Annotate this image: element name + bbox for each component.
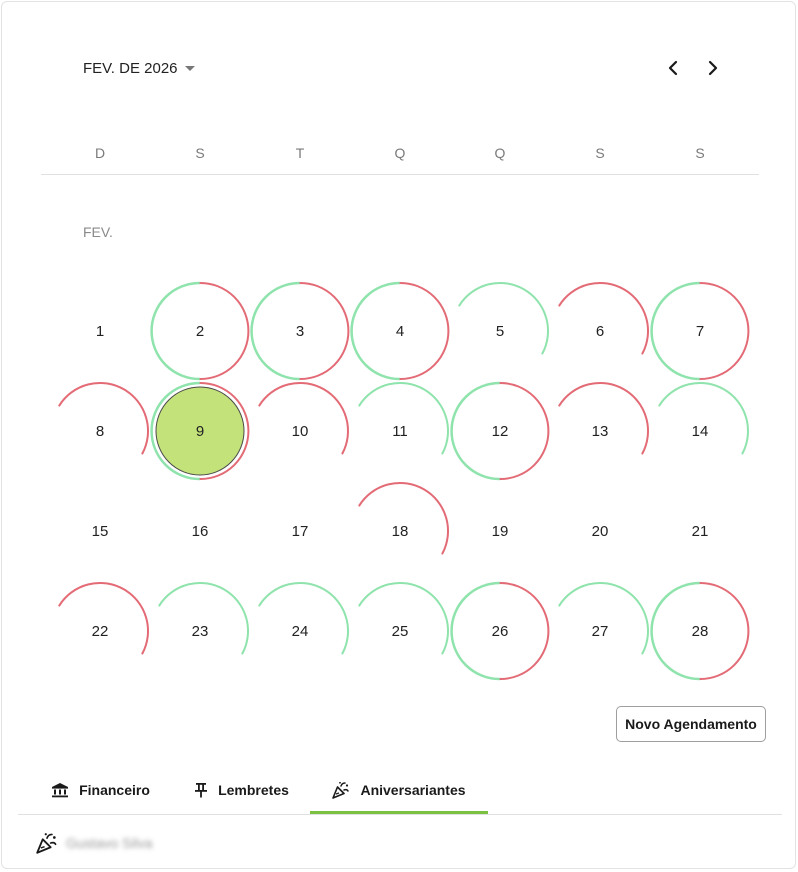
day-number: 2 [195,323,205,340]
weekday-label: S [695,145,705,161]
day-number: 15 [91,523,109,540]
day-number: 19 [491,523,509,540]
status-ring-red [559,383,648,454]
weekday-label: S [595,145,605,161]
status-ring-red [359,483,448,554]
tab-aniversariantes[interactable] [310,766,488,813]
active-tab-indicator [310,811,488,814]
birthday-person-name: Gustavo Silva [66,835,153,851]
day-number: 10 [291,423,309,440]
status-ring-red [59,383,148,454]
weekday-label: Q [394,145,406,161]
day-number: 22 [91,623,109,640]
party-popper-icon [332,781,350,799]
weekday-label: T [295,145,305,161]
day-number: 21 [691,523,709,540]
day-number: 25 [391,623,409,640]
tab-label: Aniversariantes [360,781,466,798]
new-appointment-button[interactable]: Novo Agendamento [616,706,766,742]
status-ring-red [259,383,348,454]
pin-icon [194,782,208,798]
month-section-label: FEV. [83,224,113,240]
tab-financeiro[interactable] [28,766,173,813]
weekday-label: Q [494,145,506,161]
status-ring-red [200,283,248,379]
month-label: FEV. DE 2026 [83,59,178,77]
day-number: 4 [395,323,405,340]
status-ring-red [300,283,348,379]
day-number: 7 [695,323,705,340]
status-ring-green [652,283,700,379]
tab-label: Financeiro [79,781,150,798]
day-number: 18 [391,523,409,540]
status-ring-green [359,583,448,654]
status-ring-red [559,283,648,354]
day-number: 11 [392,423,408,440]
status-ring-red [700,283,748,379]
day-number: 16 [191,523,209,540]
status-ring-green [252,283,300,379]
status-ring-green [259,583,348,654]
status-ring-green [359,383,448,454]
weekday-label: D [94,145,106,161]
bottom-tabs [18,766,782,815]
status-ring-green [659,383,748,454]
status-ring-green [459,283,548,354]
status-ring-green [352,283,400,379]
weekday-label: S [195,145,205,161]
status-ring-green [559,583,648,654]
status-ring-red [59,583,148,654]
day-number: 6 [595,323,605,340]
day-number: 23 [191,623,209,640]
day-number: 14 [691,423,709,440]
tab-lembretes[interactable] [173,766,310,813]
day-number: 8 [95,423,105,440]
day-number: 3 [295,323,305,340]
day-number: 1 [95,323,105,340]
status-ring-green [152,283,200,379]
day-number: 5 [495,323,505,340]
day-number: 26 [491,623,509,640]
day-number: 27 [591,623,609,640]
day-number: 20 [591,523,609,540]
day-number: 9 [195,423,205,440]
day-number: 28 [691,623,709,640]
day-number: 13 [591,423,609,440]
bank-icon [51,782,69,798]
day-number: 12 [491,423,509,440]
status-ring-red [400,283,448,379]
day-number: 24 [291,623,309,640]
tab-label: Lembretes [218,781,289,798]
birthday-list-item[interactable] [36,830,152,856]
day-number: 17 [291,523,309,540]
status-ring-green [159,583,248,654]
party-popper-icon [36,832,58,854]
